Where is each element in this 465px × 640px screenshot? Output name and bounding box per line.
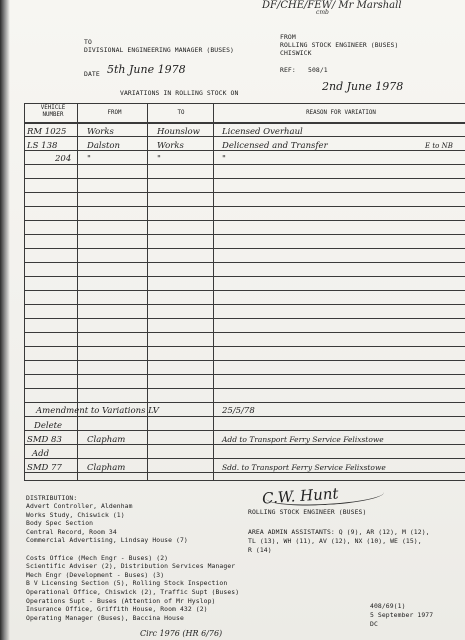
date-handwritten: 5th June 1978 (107, 63, 186, 76)
distribution-line: B V Licensing Section (5), Rolling Stock Inspection (26, 579, 228, 588)
row2-to: Works (157, 141, 184, 151)
amendment-add: Add (32, 449, 50, 459)
from-label: FROM (280, 33, 296, 41)
row2-vehicle: LS 138 (27, 141, 58, 151)
amendment-row1-reason: Add to Transport Ferry Service Felixstowe (222, 435, 384, 444)
distribution-line: Operational Office, Chiswick (2), Traffic Supt (Buses) (26, 588, 240, 596)
amendment-delete: Delete (34, 421, 63, 431)
area-admin-line-2: TL (13), WH (11), AV (12), NX (10), WE (15), (248, 537, 422, 545)
distribution-line: Works Study, Chiswick (1) (26, 510, 125, 519)
table-column-rule (24, 103, 25, 481)
table-rule (24, 276, 465, 277)
table-rule (24, 346, 465, 347)
form-date: 5 September 1977 (370, 611, 434, 619)
form-ref: 408/69(1) (370, 602, 406, 610)
bottom-handwritten-note: Circ 1976 (HR 6/76) (140, 629, 223, 638)
signature: C.W. Hunt (261, 484, 340, 508)
top-handwritten-initials: cmb (316, 9, 329, 16)
col-header-reason: REASON FOR VARIATION (306, 110, 376, 116)
row1-vehicle: RM 1025 (27, 127, 67, 137)
row3-to: " (157, 154, 161, 164)
ref-value: 508/1 (308, 66, 328, 74)
table-rule (24, 178, 465, 179)
table-rule (24, 318, 465, 319)
area-admin-line-3: R (14) (248, 546, 272, 554)
row3-from: " (87, 154, 91, 164)
row2-extra: E to NB (425, 142, 453, 150)
table-column-rule (147, 103, 148, 481)
to-name: DIVISIONAL ENGINEERING MANAGER (BUSES) (84, 46, 235, 54)
distribution-line: Mech Engr (Development - Buses) (3) (26, 570, 165, 579)
table-rule (24, 332, 465, 333)
table-rule (24, 430, 465, 431)
col-header-to: TO (177, 110, 185, 116)
date-label: DATE (84, 70, 100, 78)
amendment-row2-reason: Sdd. to Transport Ferry Service Felixstowe (222, 463, 386, 472)
area-admin-line-1: AREA ADMIN ASSISTANTS: Q (9), AR (12), M (12), (248, 528, 430, 536)
row1-from: Works (87, 127, 114, 137)
table-rule (24, 248, 465, 249)
ref-label: REF: (280, 66, 296, 74)
amendment-row1-from: Clapham (87, 435, 126, 445)
from-place: CHISWICK (280, 49, 312, 57)
distribution-heading: DISTRIBUTION: (26, 494, 78, 502)
top-handwritten-note: DF/CHE/FEW/ Mr Marshall (262, 0, 402, 11)
amendment-row2-vehicle: SMD 77 (27, 463, 62, 473)
scan-shadow-edge (0, 0, 10, 640)
from-name: ROLLING STOCK ENGINEER (BUSES) (280, 41, 399, 49)
table-rule (24, 480, 465, 481)
distribution-line: Body Spec Section (26, 519, 94, 528)
table-rule (24, 374, 465, 375)
form-code: DC (370, 620, 378, 628)
row3-reason: " (222, 154, 226, 164)
distribution-line: Scientific Adviser (2), Distribution Services Manager (26, 562, 236, 571)
amendment-row2-from: Clapham (87, 463, 126, 473)
amendment-heading: Amendment to Variations LV (36, 406, 159, 416)
distribution-line: Operating Manager (Buses), Baccina House (26, 613, 184, 622)
table-rule (24, 402, 465, 403)
amendment-row1-vehicle: SMD 83 (27, 435, 62, 445)
table-rule (24, 360, 465, 361)
distribution-line: Operations Supt - Buses (Attention of Mr Hyslop) (26, 596, 216, 605)
distribution-line: Costs Office (Mech Engr - Buses) (2) (26, 553, 169, 562)
table-rule (24, 206, 465, 207)
table-rule (24, 458, 465, 459)
table-column-rule (77, 103, 78, 481)
row2-from: Dalston (87, 141, 120, 151)
table-rule (24, 192, 465, 193)
table-rule (24, 164, 465, 165)
row3-vehicle: 204 (55, 154, 72, 164)
table-rule (24, 220, 465, 221)
distribution-line: Advert Controller, Aldenham (26, 502, 133, 510)
row1-reason: Licensed Overhaul (222, 127, 303, 137)
table-rule (24, 234, 465, 235)
table-rule (24, 304, 465, 305)
table-rule (24, 122, 465, 124)
table-rule (24, 290, 465, 291)
table-rule (24, 103, 465, 104)
table-column-rule (213, 103, 214, 481)
to-label: TO (84, 38, 92, 46)
amendment-date: 25/5/78 (222, 406, 255, 416)
row1-to: Hounslow (157, 127, 200, 137)
distribution-line: Commercial Advertising, Lindsay House (7) (26, 536, 188, 545)
table-rule (24, 388, 465, 389)
row2-reason: Delicensed and Transfer (222, 141, 328, 151)
variations-date-handwritten: 2nd June 1978 (322, 80, 404, 93)
col-header-from: FROM (107, 110, 122, 116)
table-rule (24, 416, 465, 417)
table-rule (24, 262, 465, 263)
col-header-vehicle: VEHICLE NUMBER (40, 105, 66, 118)
variations-title: VARIATIONS IN ROLLING STOCK ON (120, 89, 239, 97)
signatory-title: ROLLING STOCK ENGINEER (BUSES) (248, 508, 367, 516)
distribution-line: Insurance Office, Griffith House, Room 432 (2) (26, 605, 208, 614)
distribution-line: Central Record, Room 34 (26, 527, 117, 536)
